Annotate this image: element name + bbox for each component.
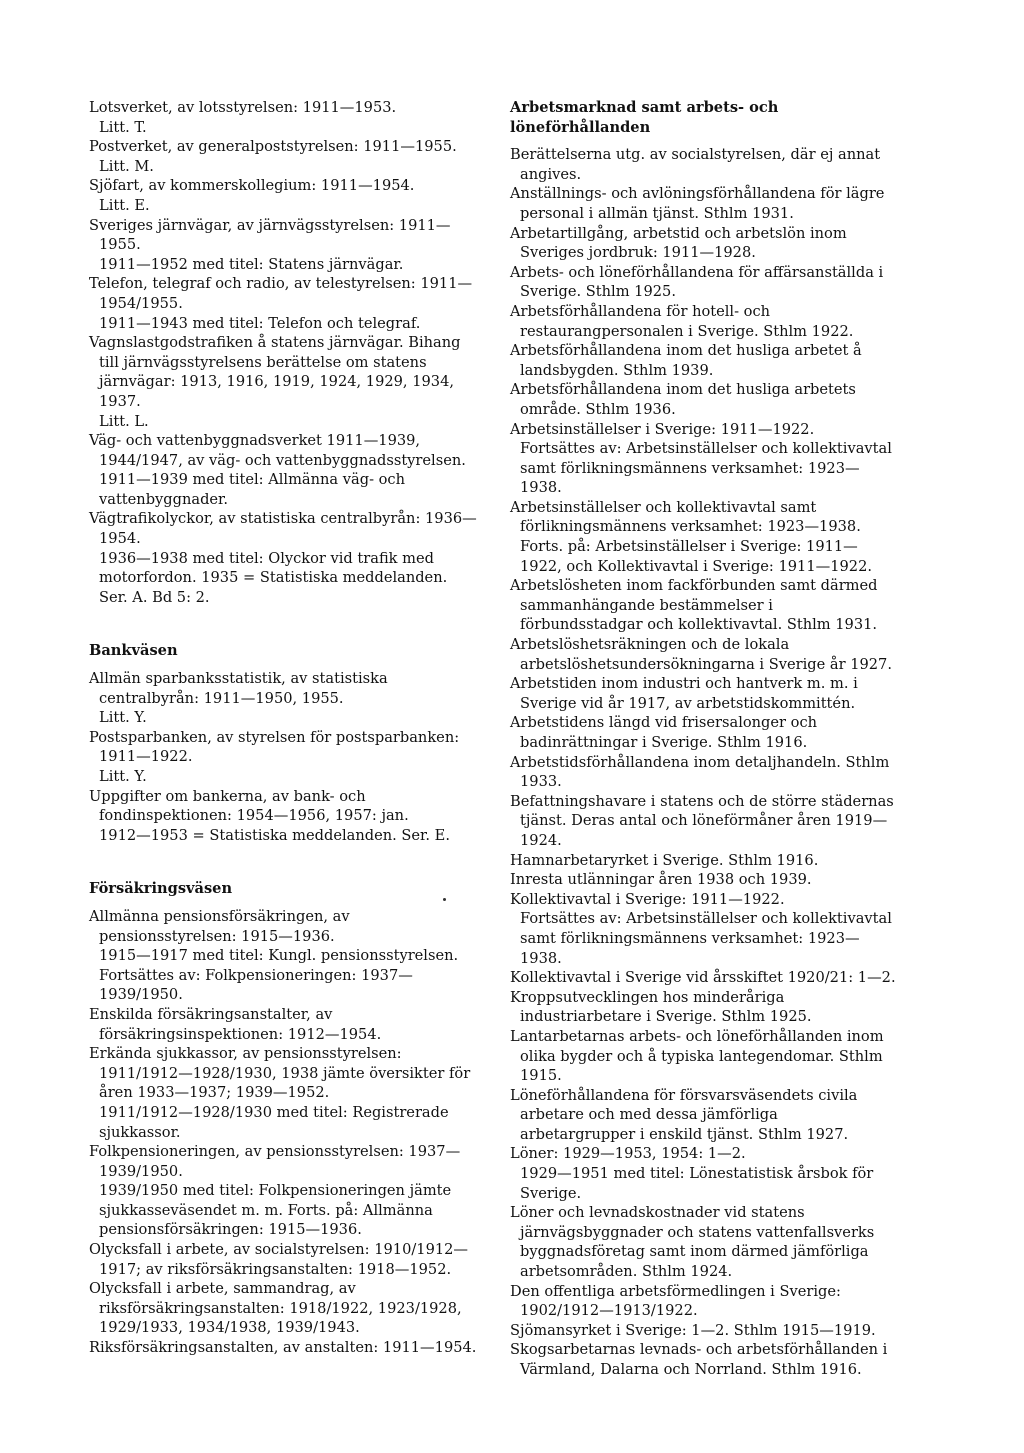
entry-note: Litt. Y. xyxy=(99,709,147,727)
entry-note: Fortsättes av: Arbetsinställelser och kollektivavtal samt förlikningsmännens verksamhet: 1923—1938. xyxy=(520,440,892,497)
entry-note: Litt. E. xyxy=(99,196,150,214)
bibliography-entry: Enskilda försäkringsanstalter, av försäkringsinspektionen: 1912—1954. xyxy=(89,1005,382,1043)
bibliography-entry: Arbetsförhållandena inom det husliga arbetets område. Sthlm 1936. xyxy=(510,381,856,418)
section-heading: Arbetsmarknad samt arbets- och löneförhållanden xyxy=(510,99,779,136)
heading-spacer xyxy=(510,137,896,145)
bibliography-entry: Arbetsförhållandena inom det husliga arbetet å landsbygden. Sthlm 1939. xyxy=(510,342,862,379)
bibliography-entry: Sveriges järnvägar, av järnvägsstyrelsen: 1911—1955. xyxy=(89,216,451,254)
entry-note: 1915—1917 med titel: Kungl. pensionsstyrelsen. Fortsättes av: Folkpensioneringen: 1937—1939/1950. xyxy=(99,947,459,1004)
entry-note: 1929—1951 med titel: Lönestatistisk årsbok för Sverige. xyxy=(520,1165,874,1202)
bibliography-entry: Kollektivavtal i Sverige: 1911—1922. xyxy=(510,890,785,908)
section-heading: Bankväsen xyxy=(89,642,178,660)
bibliography-entry: Postsparbanken, av styrelsen för postsparbanken: 1911—1922. xyxy=(89,728,460,766)
entry-note: Forts. på: Arbetsinställelser i Sverige: 1911—1922, och Kollektivavtal i Sverige: 1911—1922. xyxy=(520,538,872,575)
bibliography-entry: Löneförhållandena för försvarsväsendets civila arbetare och med dessa jämförliga arbetargrupper i enskild tjänst. Sthlm 1927. xyxy=(510,1086,858,1143)
left-column xyxy=(89,98,479,1358)
entry-note: 1912—1953 = Statistiska meddelanden. Ser. E. xyxy=(99,826,450,844)
bibliography-entry: Allmänna pensionsförsäkringen, av pensionsstyrelsen: 1915—1936. xyxy=(89,907,350,945)
bibliography-entry: Löner: 1929—1953, 1954: 1—2. xyxy=(510,1145,746,1163)
bibliography-entry: Anställnings- och avlöningsförhållandena för lägre personal i allmän tjänst. Sthlm 1931. xyxy=(510,185,885,222)
bibliography-entry: Sjömansyrket i Sverige: 1—2. Sthlm 1915—1919. xyxy=(510,1321,876,1339)
bibliography-entry: Arbetsinställelser i Sverige: 1911—1922. xyxy=(510,420,815,438)
bibliography-entry: Arbetsinställelser och kollektivavtal samt förlikningsmännens verksamhet: 1923—1938. xyxy=(510,498,861,536)
bibliography-entry: Arbetstidsförhållandena inom detaljhandeln. Sthlm 1933. xyxy=(510,753,890,791)
entry-note: 1939/1950 med titel: Folkpensioneringen jämte sjukkasseväsendet m. m. Forts. på: Allmänna pensionsförsäkringen: 1915—1936. xyxy=(99,1182,452,1239)
section-heading: Försäkringsväsen xyxy=(89,880,233,898)
section-spacer xyxy=(89,607,479,641)
bibliography-entry: Lotsverket, av lotsstyrelsen: 1911—1953. xyxy=(89,99,397,116)
bibliography-entry: Hamnarbetaryrket i Sverige. Sthlm 1916. xyxy=(510,851,819,869)
bibliography-entry: Kroppsutvecklingen hos minderåriga industriarbetare i Sverige. Sthlm 1925. xyxy=(510,988,812,1026)
bibliography-entry: Den offentliga arbetsförmedlingen i Sverige: 1902/1912—1913/1922. xyxy=(510,1282,841,1320)
bibliography-entry: Arbetstidens längd vid frisersalonger och badinrättningar i Sverige. Sthlm 1916. xyxy=(510,714,818,751)
bibliography-entry: Erkända sjukkassor, av pensionsstyrelsen: 1911/1912—1928/1930, 1938 jämte översikter för åren 1933—1937; 1939—1952. xyxy=(89,1045,471,1102)
right-column xyxy=(510,98,896,1380)
bibliography-entry: Telefon, telegraf och radio, av telestyrelsen: 1911—1954/1955. xyxy=(89,275,473,312)
bibliography-entry: Arbets- och löneförhållandena för affärsanställda i Sverige. Sthlm 1925. xyxy=(510,263,884,301)
bibliography-entry: Berättelserna utg. av socialstyrelsen, där ej annat angives. xyxy=(510,146,881,183)
bibliography-entry: Arbetslösheten inom fackförbunden samt därmed sammanhängande bestämmelser i förbundsstadgar och kollektivavtal. Sthlm 1931. xyxy=(510,577,878,634)
entry-note: 1936—1938 med titel: Olyckor vid trafik med motorfordon. 1935 = Statistiska meddelanden. Ser. A. Bd 5: 2. xyxy=(99,549,448,606)
stray-dot-mark xyxy=(443,898,446,901)
bibliography-entry: Uppgifter om bankerna, av bank- och fondinspektionen: 1954—1956, 1957: jan. xyxy=(89,787,409,825)
entry-note: 1911—1939 med titel: Allmänna väg- och vattenbyggnader. xyxy=(99,471,405,508)
entry-note: Litt. T. xyxy=(99,118,147,136)
bibliography-entry: Lantarbetarnas arbets- och löneförhållanden inom olika bygder och å typiska lantegendomar. Sthlm 1915. xyxy=(510,1027,884,1085)
bibliography-entry: Olycksfall i arbete, av socialstyrelsen: 1910/1912—1917; av riksförsäkringsanstalten: 1918—1952. xyxy=(89,1241,469,1278)
entry-note: 1911—1943 med titel: Telefon och telegraf. xyxy=(99,314,421,332)
bibliography-entry: Väg- och vattenbyggnadsverket 1911—1939, 1944/1947, av väg- och vattenbyggnadsstyrelsen. xyxy=(89,432,466,469)
heading-spacer xyxy=(89,661,479,669)
bibliography-entry: Löner och levnadskostnader vid statens järnvägsbyggnader och statens vattenfallsverks byggnadsföretag samt inom därmed jämförliga arbetsområden. Sthlm 1924. xyxy=(510,1204,875,1281)
entry-note: 1911/1912—1928/1930 med titel: Registrerade sjukkassor. xyxy=(99,1103,449,1141)
entry-note: Litt. L. xyxy=(99,412,149,430)
entry-note: 1911—1952 med titel: Statens järnvägar. xyxy=(99,255,404,273)
bibliography-entry: Riksförsäkringsanstalten, av anstalten: 1911—1954. xyxy=(89,1339,477,1357)
bibliography-entry: Befattningshavare i statens och de större städernas tjänst. Deras antal och löneförmåner åren 1919—1924. xyxy=(510,792,894,849)
bibliography-entry: Allmän sparbanksstatistik, av statistiska centralbyrån: 1911—1950, 1955. xyxy=(89,670,388,707)
bibliography-entry: Arbetartillgång, arbetstid och arbetslön inom Sveriges jordbruk: 1911—1928. xyxy=(510,224,847,262)
heading-spacer xyxy=(89,899,479,907)
section-spacer xyxy=(89,845,479,879)
bibliography-entry: Arbetstiden inom industri och hantverk m. m. i Sverige vid år 1917, av arbetstidskommittén. xyxy=(510,675,858,712)
entry-note: Fortsättes av: Arbetsinställelser och kollektivavtal samt förlikningsmännens verksamhet: 1923—1938. xyxy=(520,910,892,967)
bibliography-entry: Arbetslöshetsräkningen och de lokala arbetslöshetsundersökningarna i Sverige år 1927. xyxy=(510,636,892,673)
bibliography-entry: Kollektivavtal i Sverige vid årsskiftet 1920/21: 1—2. xyxy=(510,969,896,987)
bibliography-entry: Vägtrafikolyckor, av statistiska centralbyrån: 1936—1954. xyxy=(89,510,477,548)
bibliography-entry: Skogsarbetarnas levnads- och arbetsförhållanden i Värmland, Dalarna och Norrland. Sthlm 1916. xyxy=(510,1341,888,1378)
bibliography-entry: Sjöfart, av kommerskollegium: 1911—1954. xyxy=(89,177,415,195)
bibliography-entry: Inresta utlänningar åren 1938 och 1939. xyxy=(510,871,812,889)
bibliography-entry: Olycksfall i arbete, sammandrag, av riksförsäkringsanstalten: 1918/1922, 1923/1928, 1929/1933, 1934/1938, 1939/1943. xyxy=(89,1280,462,1337)
bibliography-entry: Arbetsförhållandena för hotell- och restaurangpersonalen i Sverige. Sthlm 1922. xyxy=(510,302,854,340)
entry-note: Litt. M. xyxy=(99,157,154,175)
entry-note: Litt. Y. xyxy=(99,768,147,785)
bibliography-entry: Folkpensioneringen, av pensionsstyrelsen: 1937—1939/1950. xyxy=(89,1143,461,1180)
bibliography-entry: Vagnslastgodstrafiken å statens järnvägar. Bihang till järnvägsstyrelsens berättelse om statens järnvägar: 1913, 1916, 1919, 1924, 1929, 1934, 1937. xyxy=(89,334,461,410)
bibliography-entry: Postverket, av generalpoststyrelsen: 1911—1955. xyxy=(89,138,457,156)
